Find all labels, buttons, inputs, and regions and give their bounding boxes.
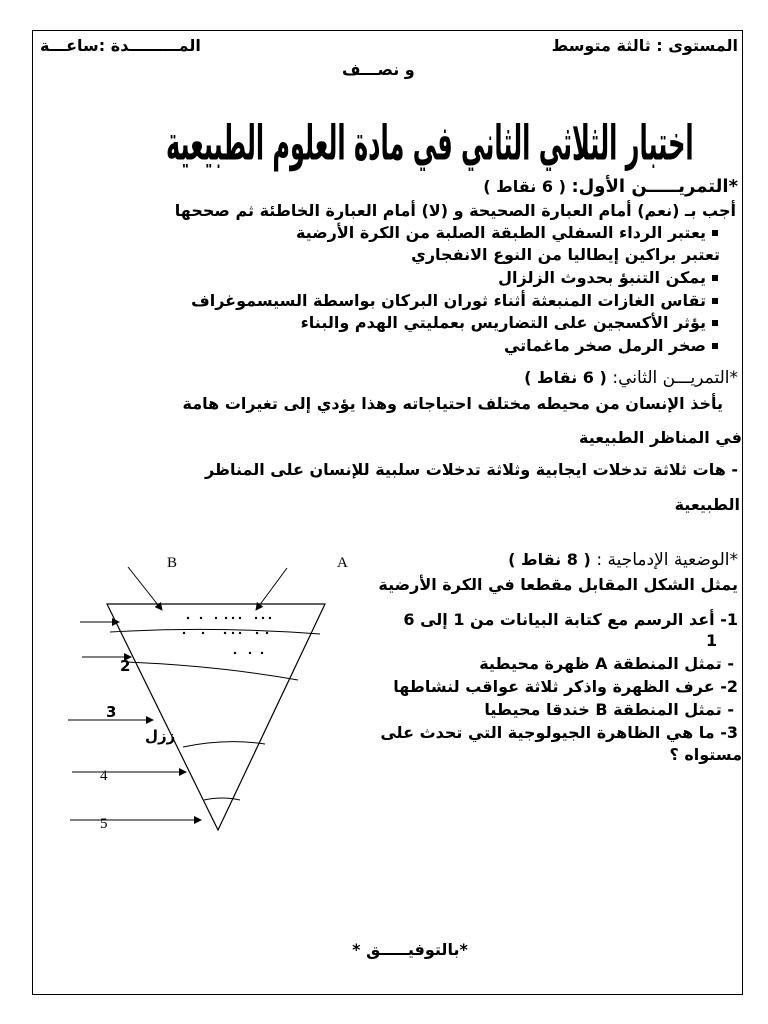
situation-intro: يمثل الشكل المقابل مقطعا في الكرة الأرضية bbox=[378, 575, 738, 594]
label-5: 5 bbox=[100, 816, 108, 832]
level-label: المستوى : ثالثة متوسط bbox=[551, 36, 738, 55]
exercise1-instruction: أجب بـ (نعم) أمام العبارة الصحيحة و (لا) أمام العبارة الخاطئة ثم صححها bbox=[174, 201, 736, 220]
section-triangle bbox=[107, 604, 325, 830]
bullet-icon bbox=[712, 230, 718, 236]
label-b: B bbox=[167, 555, 178, 571]
label-4: 4 bbox=[100, 768, 108, 784]
exercise1-item: صخر الرمل صخر ماغماتي bbox=[503, 336, 706, 355]
exercise1-item: يؤثر الأكسجين على التضاريس بعمليتي الهدم والبناء bbox=[300, 313, 706, 332]
bullet-icon bbox=[712, 343, 718, 349]
situation-heading-line bbox=[508, 549, 738, 571]
footer-wish: *بالتوفيـــــق * bbox=[352, 940, 468, 959]
exercise1-item: يعتبر الرداء السفلي الطبقة الصلبة من الكرة الأرضية bbox=[295, 223, 706, 242]
question-1b: - تمثل المنطقة A ظهرة محيطية bbox=[479, 654, 734, 673]
situation-points: ( 8 نقاط ) bbox=[508, 550, 591, 569]
bullet-icon bbox=[712, 275, 718, 281]
label-3: 3 bbox=[106, 703, 117, 721]
exercise1-heading-line bbox=[483, 176, 738, 198]
title-container bbox=[100, 116, 694, 173]
exercise2-task: الطبيعية bbox=[674, 495, 740, 514]
layer-boundary bbox=[204, 798, 240, 800]
exercise2-text: في المناظر الطبيعية bbox=[579, 428, 742, 447]
exercise2-points: ( 6 نقاط ) bbox=[524, 368, 607, 387]
label-earthquake: ززل bbox=[145, 727, 176, 745]
layer-boundary bbox=[110, 629, 320, 634]
question-3: 3- ما هي الظاهرة الجيولوجية التي تحدث على bbox=[380, 723, 738, 742]
bullet-icon bbox=[712, 298, 718, 304]
exercise1-heading: *التمريـــــن الأول: bbox=[571, 176, 738, 197]
duration-label: المـــــــــدة :ساعـــة bbox=[40, 36, 201, 55]
sediment-dots bbox=[183, 617, 271, 654]
exam-title: اختبار الثلاثي الثاني في مادة العلوم الطبيعية bbox=[165, 116, 694, 173]
question-1: 1- أعد الرسم مع كتابة البيانات من 1 إلى 6 bbox=[403, 610, 738, 629]
duration-continuation: و نصـــف bbox=[342, 60, 415, 79]
exercise1-item: تعتبر براكين إيطاليا من النوع الانفجاري bbox=[411, 245, 720, 264]
exercise2-heading: *التمريـــن الثاني: bbox=[612, 368, 738, 388]
exercise2-task: - هات ثلاثة تدخلات ايجابية وثلاثة تدخلات سلبية للإنسان على المناظر bbox=[204, 460, 738, 479]
page-border bbox=[32, 30, 743, 995]
situation-heading: *الوضعية الإدماجية : bbox=[596, 550, 738, 570]
label-a: A bbox=[337, 555, 348, 571]
layer-boundary bbox=[183, 742, 265, 747]
exercise2-text: يأخذ الإنسان من محيطه مختلف احتياجاته وهذا يؤدي إلى تغيرات هامة bbox=[182, 394, 723, 413]
exercise1-points: ( 6 نقاط ) bbox=[483, 177, 566, 196]
bullet-icon bbox=[712, 320, 718, 326]
question-1-wrap: 1 bbox=[706, 631, 718, 650]
exercise2-heading-line bbox=[524, 367, 738, 389]
question-2: 2- عرف الظهرة واذكر ثلاثة عواقب لنشاطها bbox=[393, 677, 738, 696]
exercise1-item: تقاس الغازات المنبعثة أثناء ثوران البركان بواسطة السيسموغراف bbox=[191, 291, 706, 310]
label-2: 2 bbox=[120, 657, 131, 675]
layer-boundary bbox=[126, 662, 298, 680]
question-2b: - تمثل المنطقة B خندقا محيطيا bbox=[484, 700, 734, 719]
question-3b: مستواه ؟ bbox=[669, 745, 742, 764]
earth-section-diagram bbox=[55, 545, 355, 840]
exercise1-item: يمكن التنبؤ بحدوث الزلزال bbox=[498, 268, 706, 287]
